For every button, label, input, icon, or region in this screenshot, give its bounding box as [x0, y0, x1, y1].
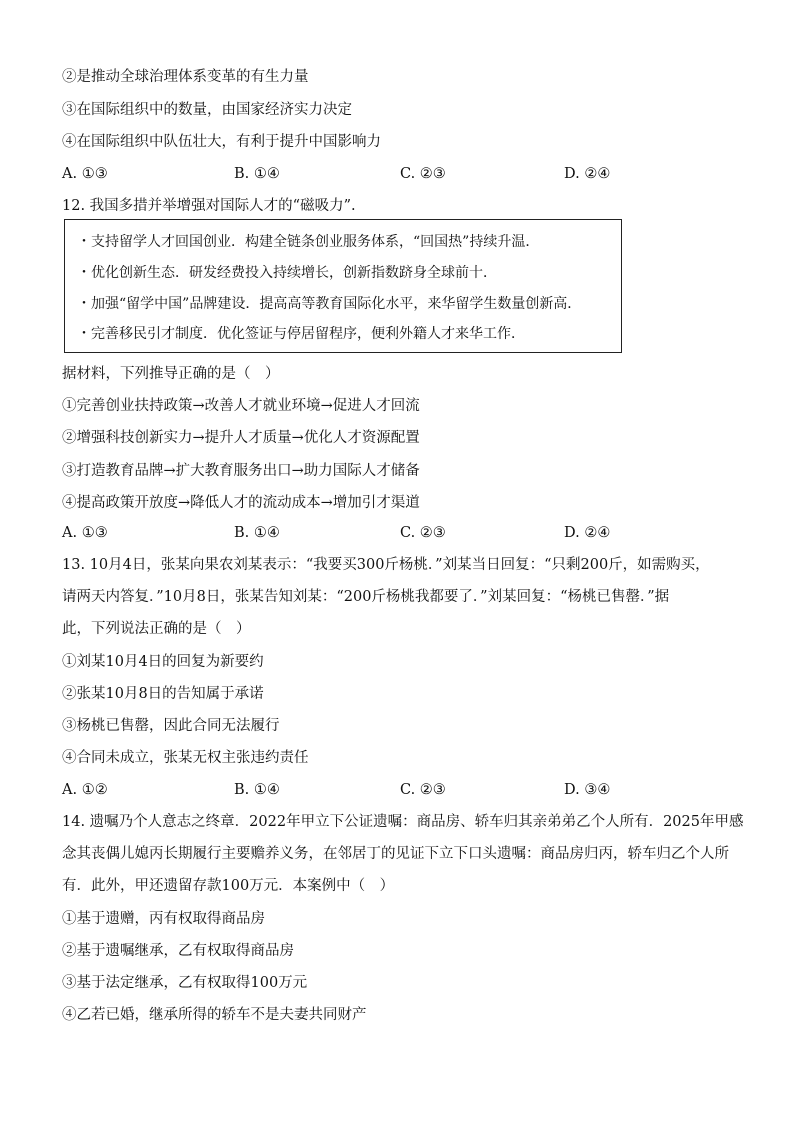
q13-option-1: ①刘某10月4日的回复为新要约 — [62, 654, 264, 670]
q11-choice-b: B. ①④ — [234, 166, 280, 182]
q13-stem-line-2: 请两天内答复．”10月8日，张某告知刘某：“200斤杨桃我都要了．”刘某回复：“杨桃已售罄．”据 — [62, 589, 670, 605]
q12-choice-a: A. ①③ — [62, 525, 108, 541]
q11-option-4: ④在国际组织中队伍壮大，有利于提升中国影响力 — [62, 134, 381, 150]
q12-prompt: 据材料，下列推导正确的是（ ） — [62, 366, 280, 382]
q13-stem-line-1: 13. 10月4日，张某向果农刘某表示：“我要买300斤杨桃．”刘某当日回复：“只剩200斤，如需购买， — [62, 557, 710, 573]
q13-option-4: ④合同未成立，张某无权主张违约责任 — [62, 750, 309, 766]
q14-option-2: ②基于遗嘱继承，乙有权取得商品房 — [62, 943, 294, 959]
q13-option-2: ②张某10月8日的告知属于承诺 — [62, 686, 264, 702]
q14-option-1: ①基于遗赠，丙有权取得商品房 — [62, 911, 265, 927]
q13-choice-c: C. ②③ — [400, 782, 446, 798]
q13-stem-line-3: 此，下列说法正确的是（ ） — [62, 621, 251, 637]
q12-material-line-3: ・加强“留学中国”品牌建设．提高高等教育国际化水平，来华留学生数量创新高． — [77, 296, 582, 312]
q12-choice-c: C. ②③ — [400, 525, 446, 541]
q12-option-4: ④提高政策开放度→降低人才的流动成本→增加引才渠道 — [62, 495, 420, 511]
q12-material-line-2: ・优化创新生态．研发经费投入持续增长，创新指数跻身全球前十． — [77, 265, 497, 281]
q11-choice-d: D. ②④ — [564, 166, 611, 182]
q13-choice-a: A. ①② — [62, 782, 108, 798]
q11-option-3: ③在国际组织中的数量，由国家经济实力决定 — [62, 102, 352, 118]
q13-choice-b: B. ①④ — [234, 782, 280, 798]
q11-choice-a: A. ①③ — [62, 166, 108, 182]
q12-option-1: ①完善创业扶持政策→改善人才就业环境→促进人才回流 — [62, 398, 420, 414]
q12-option-2: ②增强科技创新实力→提升人才质量→优化人才资源配置 — [62, 430, 420, 446]
q12-choice-b: B. ①④ — [234, 525, 280, 541]
q12-choices — [62, 523, 682, 543]
q11-choices — [62, 164, 682, 184]
q12-option-3: ③打造教育品牌→扩大教育服务出口→助力国际人才储备 — [62, 463, 420, 479]
q12-material-line-4: ・完善移民引才制度．优化签证与停居留程序，便利外籍人才来华工作． — [77, 326, 525, 342]
q14-option-3: ③基于法定继承，乙有权取得100万元 — [62, 975, 308, 991]
q14-stem-line-1: 14. 遗嘱乃个人意志之终章．2022年甲立下公证遗嘱：商品房、轿车归其亲弟弟乙个人所有．2025年甲感 — [62, 814, 744, 830]
q11-choice-c: C. ②③ — [400, 166, 446, 182]
q12-choice-d: D. ②④ — [564, 525, 611, 541]
q14-stem-line-3: 有．此外，甲还遗留存款100万元．本案例中（ ） — [62, 878, 395, 894]
q13-choice-d: D. ③④ — [564, 782, 611, 798]
q12-material-line-1: ・支持留学人才回国创业．构建全链条创业服务体系，“回国热”持续升温． — [77, 234, 540, 250]
q11-option-2: ②是推动全球治理体系变革的有生力量 — [62, 69, 309, 85]
q12-material-box — [64, 219, 622, 353]
q13-option-3: ③杨桃已售罄，因此合同无法履行 — [62, 718, 280, 734]
q12-stem: 12. 我国多措并举增强对国际人才的“磁吸力”. — [62, 198, 356, 214]
q13-choices — [62, 780, 682, 800]
q14-stem-line-2: 念其丧偶儿媳丙长期履行主要赡养义务，在邻居丁的见证下立下口头遗嘱：商品房归丙，轿车归乙个人所 — [62, 846, 729, 862]
q14-option-4: ④乙若已婚，继承所得的轿车不是夫妻共同财产 — [62, 1007, 367, 1023]
